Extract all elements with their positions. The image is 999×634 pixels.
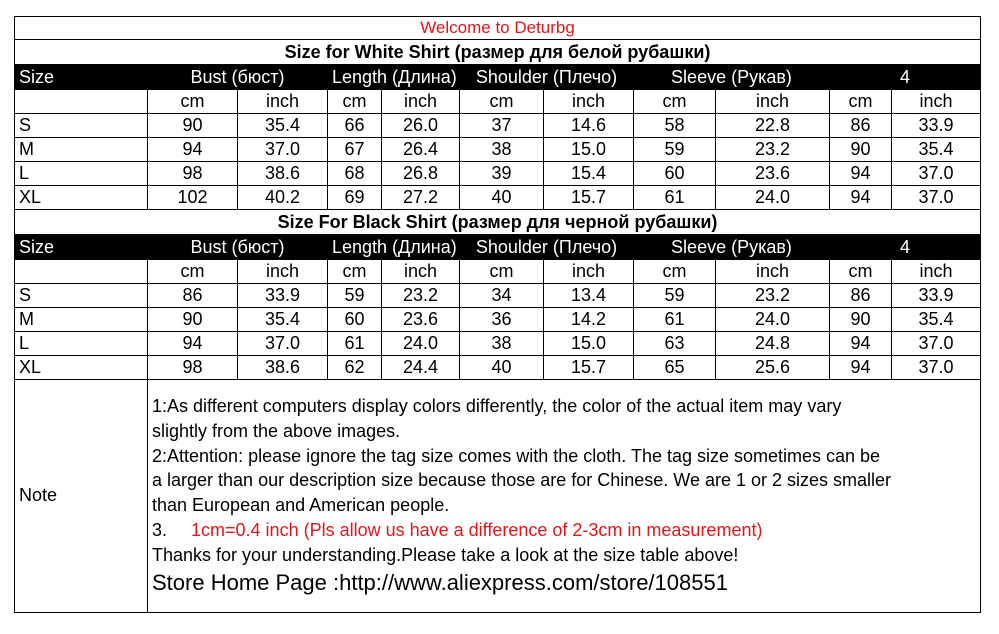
unit-cell: inch: [544, 90, 634, 114]
size-label: XL: [15, 356, 148, 380]
units-blank: [15, 260, 148, 284]
measurement-cell: 37.0: [238, 332, 328, 356]
measurement-cell: 26.0: [382, 114, 460, 138]
unit-cell: inch: [382, 90, 460, 114]
table-row: [15, 114, 981, 138]
header-sleeve: Sleeve (Рукав): [634, 65, 830, 90]
unit-cell: cm: [148, 90, 238, 114]
measurement-cell: 24.0: [716, 308, 830, 332]
measurement-cell: 86: [830, 114, 892, 138]
table-row: [15, 356, 981, 380]
note-line-1a: 1:As different computers display colors differently, the color of the actual item may vary: [152, 396, 842, 416]
measurement-cell: 40: [460, 356, 544, 380]
unit-cell: cm: [830, 260, 892, 284]
header-length: Length (Длина): [328, 65, 460, 90]
measurement-cell: 15.0: [544, 332, 634, 356]
size-table: [14, 16, 981, 613]
unit-cell: inch: [716, 260, 830, 284]
measurement-cell: 25.6: [716, 356, 830, 380]
measurement-cell: 23.2: [716, 138, 830, 162]
measurement-cell: 60: [328, 308, 382, 332]
black-units-row: [15, 260, 981, 284]
table-row: [15, 162, 981, 186]
unit-cell: inch: [892, 90, 981, 114]
measurement-cell: 38: [460, 138, 544, 162]
page-title: Welcome to Deturbg: [15, 17, 981, 40]
table-row: [15, 332, 981, 356]
measurement-cell: 94: [830, 332, 892, 356]
size-label: S: [15, 114, 148, 138]
white-section-row: [15, 40, 981, 65]
measurement-cell: 61: [634, 186, 716, 210]
measurement-cell: 102: [148, 186, 238, 210]
measurement-cell: 90: [148, 114, 238, 138]
table-row: [15, 284, 981, 308]
measurement-cell: 90: [148, 308, 238, 332]
measurement-cell: 62: [328, 356, 382, 380]
unit-cell: cm: [460, 90, 544, 114]
measurement-cell: 38: [460, 332, 544, 356]
measurement-cell: 86: [830, 284, 892, 308]
measurement-tolerance-note: 1cm=0.4 inch (Pls allow us have a difference of 2-3cm in measurement): [191, 519, 763, 540]
measurement-cell: 68: [328, 162, 382, 186]
measurement-cell: 35.4: [892, 308, 981, 332]
size-table-body: [15, 17, 981, 613]
measurement-cell: 35.4: [238, 114, 328, 138]
black-section-title: Size For Black Shirt (размер для черной рубашки): [15, 210, 981, 235]
header-sleeve: Sleeve (Рукав): [634, 235, 830, 260]
measurement-cell: 94: [830, 186, 892, 210]
table-row: [15, 186, 981, 210]
measurement-cell: 27.2: [382, 186, 460, 210]
header-shoulder: Shoulder (Плечо): [460, 65, 634, 90]
measurement-cell: 59: [634, 284, 716, 308]
measurement-cell: 94: [830, 356, 892, 380]
size-label: M: [15, 138, 148, 162]
measurement-cell: 24.0: [382, 332, 460, 356]
measurement-cell: 90: [830, 308, 892, 332]
units-blank: [15, 90, 148, 114]
note-line-2c: than European and American people.: [152, 495, 450, 516]
measurement-cell: 15.4: [544, 162, 634, 186]
header-extra: 4: [830, 235, 981, 260]
measurement-cell: 59: [634, 138, 716, 162]
measurement-cell: 15.7: [544, 186, 634, 210]
measurement-cell: 40: [460, 186, 544, 210]
measurement-cell: 37: [460, 114, 544, 138]
measurement-cell: 34: [460, 284, 544, 308]
measurement-cell: 35.4: [238, 308, 328, 332]
unit-cell: cm: [460, 260, 544, 284]
table-row: [15, 308, 981, 332]
measurement-cell: 23.2: [382, 284, 460, 308]
note-line-4: Thanks for your understanding.Please take a look at the size table above!: [152, 544, 739, 565]
measurement-cell: 15.0: [544, 138, 634, 162]
measurement-cell: 38.6: [238, 162, 328, 186]
size-label: L: [15, 332, 148, 356]
measurement-cell: 94: [148, 332, 238, 356]
white-units-row: [15, 90, 981, 114]
unit-cell: cm: [328, 90, 382, 114]
measurement-cell: 13.4: [544, 284, 634, 308]
table-row: [15, 138, 981, 162]
measurement-cell: 94: [830, 162, 892, 186]
measurement-cell: 69: [328, 186, 382, 210]
white-header-row: [15, 65, 981, 90]
note-line-2a: 2:Attention: please ignore the tag size comes with the cloth. The tag size sometimes can be: [152, 445, 881, 466]
unit-cell: cm: [634, 260, 716, 284]
white-section-title: Size for White Shirt (размер для белой рубашки): [15, 40, 981, 65]
measurement-cell: 94: [148, 138, 238, 162]
measurement-cell: 61: [328, 332, 382, 356]
measurement-cell: 33.9: [892, 284, 981, 308]
title-row: [15, 17, 981, 40]
measurement-cell: 59: [328, 284, 382, 308]
measurement-cell: 38.6: [238, 356, 328, 380]
measurement-cell: 23.6: [716, 162, 830, 186]
note-line-3-number: 3.: [152, 519, 168, 540]
measurement-cell: 90: [830, 138, 892, 162]
store-home-link: Store Home Page :http://www.aliexpress.com/store/108551: [152, 569, 728, 595]
note-line-1b: slightly from the above images.: [152, 420, 401, 441]
header-bust: Bust (бюст): [148, 235, 328, 260]
measurement-cell: 24.4: [382, 356, 460, 380]
note-row: [15, 380, 981, 613]
unit-cell: inch: [382, 260, 460, 284]
measurement-cell: 40.2: [238, 186, 328, 210]
measurement-cell: 23.2: [716, 284, 830, 308]
size-label: M: [15, 308, 148, 332]
header-extra: 4: [830, 65, 981, 90]
measurement-cell: 37.0: [238, 138, 328, 162]
measurement-cell: 98: [148, 356, 238, 380]
note-body: [148, 380, 981, 613]
unit-cell: cm: [148, 260, 238, 284]
measurement-cell: 63: [634, 332, 716, 356]
measurement-cell: 98: [148, 162, 238, 186]
measurement-cell: 22.8: [716, 114, 830, 138]
header-shoulder: Shoulder (Плечо): [460, 235, 634, 260]
unit-cell: inch: [238, 260, 328, 284]
measurement-cell: 58: [634, 114, 716, 138]
unit-cell: inch: [544, 260, 634, 284]
measurement-cell: 14.6: [544, 114, 634, 138]
measurement-cell: 26.8: [382, 162, 460, 186]
measurement-cell: 37.0: [892, 332, 981, 356]
unit-cell: inch: [238, 90, 328, 114]
note-label: Note: [15, 380, 148, 613]
note-line-3: [152, 518, 976, 543]
measurement-cell: 37.0: [892, 162, 981, 186]
size-label: XL: [15, 186, 148, 210]
header-size: Size: [15, 235, 148, 260]
size-chart: [14, 16, 980, 613]
black-header-row: [15, 235, 981, 260]
header-size: Size: [15, 65, 148, 90]
measurement-cell: 33.9: [892, 114, 981, 138]
size-label: S: [15, 284, 148, 308]
measurement-cell: 37.0: [892, 356, 981, 380]
measurement-cell: 24.0: [716, 186, 830, 210]
size-label: L: [15, 162, 148, 186]
note-line-2b: a larger than our description size because those are for Chinese. We are 1 or 2 sizes smaller: [152, 470, 892, 491]
measurement-cell: 37.0: [892, 186, 981, 210]
measurement-cell: 33.9: [238, 284, 328, 308]
measurement-cell: 61: [634, 308, 716, 332]
measurement-cell: 65: [634, 356, 716, 380]
measurement-cell: 39: [460, 162, 544, 186]
unit-cell: inch: [716, 90, 830, 114]
unit-cell: cm: [830, 90, 892, 114]
header-bust: Bust (бюст): [148, 65, 328, 90]
header-length: Length (Длина): [328, 235, 460, 260]
measurement-cell: 86: [148, 284, 238, 308]
measurement-cell: 26.4: [382, 138, 460, 162]
measurement-cell: 36: [460, 308, 544, 332]
measurement-cell: 14.2: [544, 308, 634, 332]
measurement-cell: 23.6: [382, 308, 460, 332]
measurement-cell: 15.7: [544, 356, 634, 380]
measurement-cell: 66: [328, 114, 382, 138]
measurement-cell: 60: [634, 162, 716, 186]
measurement-cell: 35.4: [892, 138, 981, 162]
unit-cell: inch: [892, 260, 981, 284]
unit-cell: cm: [634, 90, 716, 114]
measurement-cell: 24.8: [716, 332, 830, 356]
measurement-cell: 67: [328, 138, 382, 162]
unit-cell: cm: [328, 260, 382, 284]
black-section-row: [15, 210, 981, 235]
